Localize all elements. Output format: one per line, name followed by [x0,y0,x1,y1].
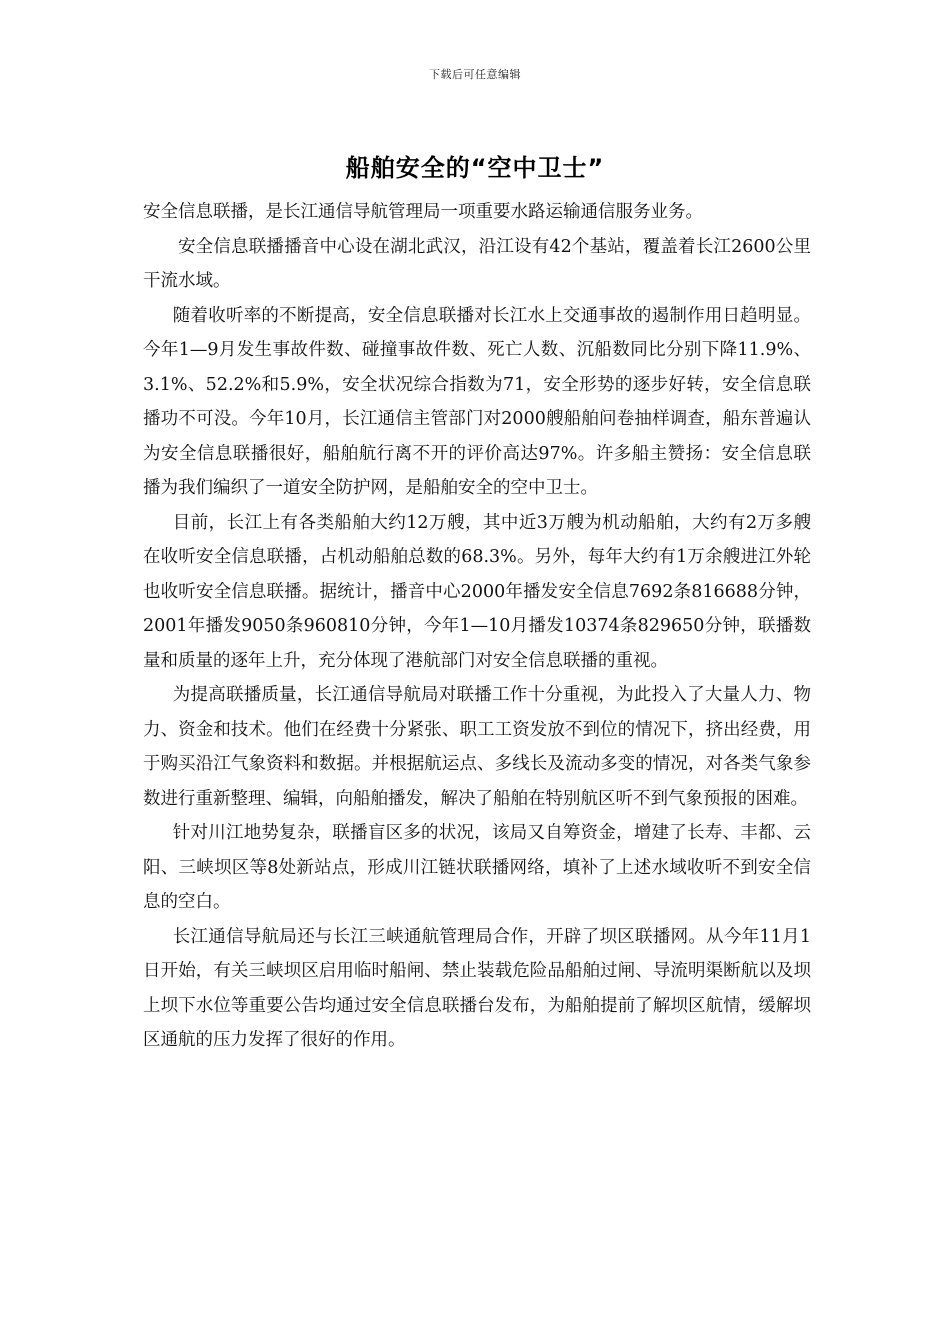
header-note: 下载后可任意编辑 [429,68,521,81]
paragraph-2: 安全信息联播播音中心设在湖北武汉，沿江设有42个基站，覆盖着长江2600公里干流水域。 [143,236,811,291]
paragraph-4: 目前，长江上有各类船舶大约12万艘，其中近3万艘为机动船舶，大约有2万多艘在收听安全信息联播，占机动船舶总数的68.3%。另外，每年大约有1万余艘进江外轮也收听安全信息联播。据统计，播音中心2000年播发安全信息7692条816688分钟，2001年播发9050条960810分钟，今年1—10月播发10374条829650分钟，联播数量和质量的逐年上升，充分体现了港航部门对安全信息联播的重视。 [143,512,811,671]
paragraph-6: 针对川江地势复杂，联播盲区多的状况，该局又自筹资金，增建了长寿、丰都、云阳、三峡坝区等8处新站点，形成川江链状联播网络，填补了上述水域收听不到安全信息的空白。 [143,823,811,912]
paragraph-5: 为提高联播质量，长江通信导航局对联播工作十分重视，为此投入了大量人力、物力、资金和技术。他们在经费十分紧张、职工工资发放不到位的情况下，挤出经费，用于购买沿江气象资料和数据。并根据航运点、多线长及流动多变的情况，对各类气象参数进行重新整理、编辑，向船舶播发，解决了船舶在特别航区听不到气象预报的困难。 [143,685,811,809]
paragraph-7: 长江通信导航局还与长江三峡通航管理局合作，开辟了坝区联播网。从今年11月1日开始，有关三峡坝区启用临时船闸、禁止装载危险品船舶过闸、导流明渠断航以及坝上坝下水位等重要公告均通过安全信息联播台发布，为船舶提前了解坝区航情，缓解坝区通航的压力发挥了很好的作用。 [143,926,811,1050]
paragraph-1: 安全信息联播，是长江通信导航管理局一项重要水路运输通信服务业务。 [143,202,703,222]
article-body [143,195,811,1058]
page-title: 船舶安全的“空中卫士” [345,154,605,182]
paragraph-3: 随着收听率的不断提高，安全信息联播对长江水上交通事故的遏制作用日趋明显。今年1—9月发生事故件数、碰撞事故件数、死亡人数、沉船数同比分别下降11.9%、3.1%、52.2%和5.9%，安全状况综合指数为71，安全形势的逐步好转，安全信息联播功不可没。今年10月，长江通信主管部门对2000艘船舶问卷抽样调查，船东普遍认为安全信息联播很好，船舶航行离不开的评价高达97%。许多船主赞扬：安全信息联播为我们编织了一道安全防护网，是船舶安全的空中卫士。 [143,305,811,498]
